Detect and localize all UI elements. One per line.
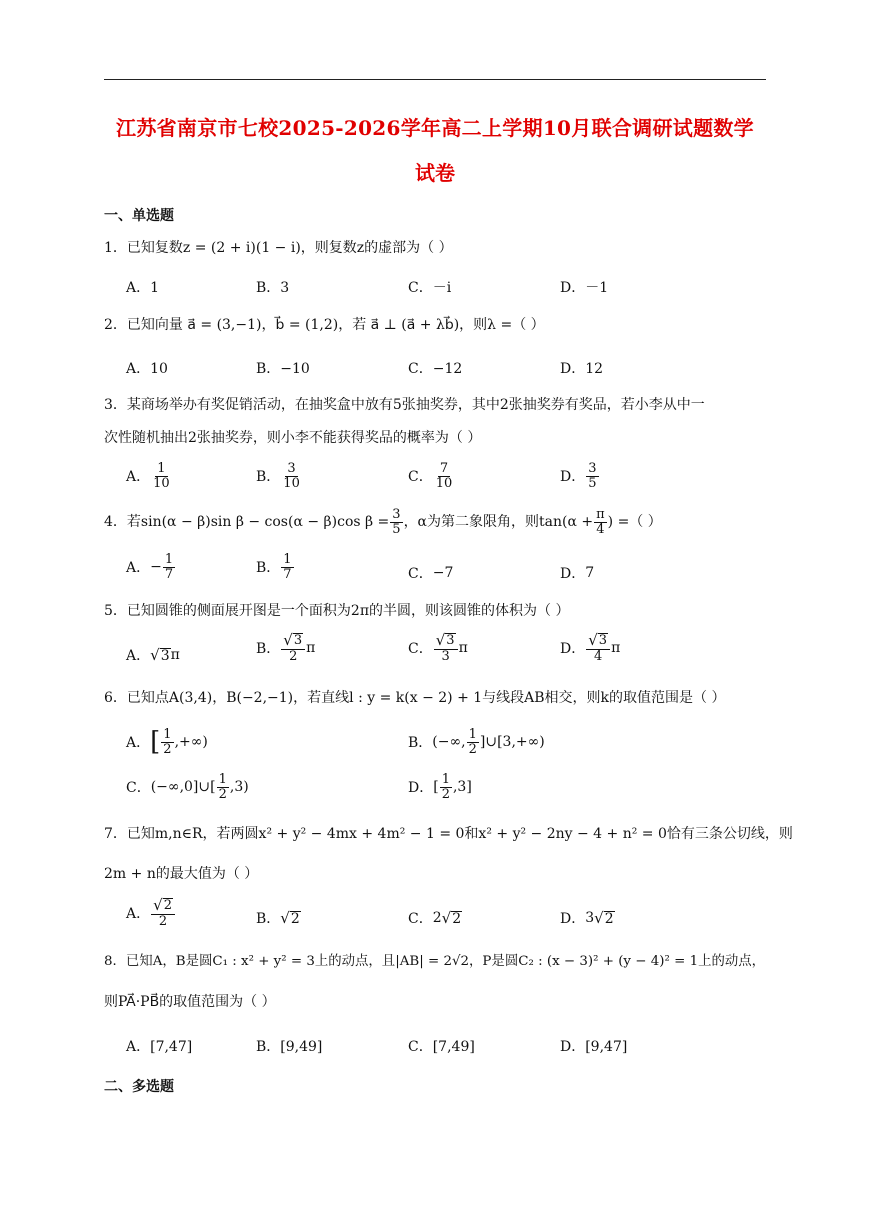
q7-option-a[interactable] <box>126 898 176 928</box>
radicand: 2 <box>163 898 172 914</box>
fraction <box>440 773 452 801</box>
coefficient: 3 <box>585 910 595 926</box>
left-bracket: [ <box>150 727 161 758</box>
numerator: 1 <box>441 772 450 787</box>
denominator: 3 <box>441 648 450 664</box>
q5-option-a[interactable] <box>126 645 180 665</box>
doc-title-line2: 试卷 <box>415 161 455 185</box>
pi-symbol: π <box>306 640 316 657</box>
q5-option-b[interactable] <box>256 633 315 663</box>
q8-option-b[interactable]: B．[9,49] <box>256 1039 323 1055</box>
q8-option-a[interactable]: A．[7,47] <box>126 1039 193 1055</box>
section-single-choice: 一、单选题 <box>104 208 174 224</box>
denominator: 5 <box>588 475 597 491</box>
q1-option-c[interactable]: C．－i <box>408 280 452 296</box>
q7-option-d[interactable] <box>560 908 615 928</box>
option-label: A． <box>126 560 151 577</box>
q7-option-c[interactable] <box>408 908 462 928</box>
denominator: 2 <box>441 786 450 802</box>
question-7-line2: 2m + n的最大值为（ ） <box>104 866 259 882</box>
q2-option-a[interactable]: A．10 <box>126 361 168 377</box>
denominator: 2 <box>218 786 227 802</box>
sqrt: √ 2 <box>280 909 300 927</box>
sqrt: √ 2 <box>441 909 462 927</box>
sqrt: √ 3 <box>150 646 170 664</box>
denominator: 2 <box>289 648 298 664</box>
q4-option-b[interactable] <box>256 553 295 581</box>
q4-text-mid: ，α为第二象限角，则tan(α + <box>403 513 594 530</box>
q5-option-d[interactable] <box>560 633 620 663</box>
denominator: 5 <box>392 521 401 537</box>
radicand: 2 <box>290 910 300 927</box>
fraction <box>281 462 302 490</box>
question-3-line2: 次性随机抽出2张抽奖券，则小李不能获得奖品的概率为（ ） <box>104 430 482 446</box>
radicand: 2 <box>452 910 462 927</box>
q6-option-d[interactable] <box>408 773 472 801</box>
denominator: 10 <box>435 475 453 491</box>
header-rule <box>104 79 766 80</box>
q1-option-a[interactable]: A．1 <box>126 280 160 296</box>
fraction <box>163 553 175 581</box>
q6-option-b[interactable] <box>408 728 545 756</box>
q4-text-pre: 4．若sin(α − β)sin β − cos(α − β)cos β = <box>104 513 390 530</box>
numerator: 1 <box>157 461 166 476</box>
q8-option-d[interactable]: D．[9,47] <box>560 1039 628 1055</box>
denominator: 7 <box>164 566 174 582</box>
q2-option-d[interactable]: D．12 <box>560 361 604 377</box>
pi-symbol: π <box>458 640 468 657</box>
radicand: 2 <box>604 910 614 927</box>
pi-symbol: π <box>611 640 621 657</box>
numerator: 7 <box>439 461 449 476</box>
sqrt: √ 3 <box>588 631 608 649</box>
q1-option-b[interactable]: B．3 <box>256 280 290 296</box>
numerator: 1 <box>163 727 172 742</box>
section-multi-choice: 二、多选题 <box>104 1079 174 1095</box>
fraction <box>434 633 458 663</box>
fraction <box>434 462 455 490</box>
numerator: π <box>596 507 605 522</box>
denominator: 2 <box>158 913 168 929</box>
option-label: D． <box>560 911 586 927</box>
interval-tail: ,3] <box>452 779 472 796</box>
question-5: 5．已知圆锥的侧面展开图是一个面积为2π的半圆，则该圆锥的体积为（ ） <box>104 603 570 619</box>
option-label: A． <box>126 469 151 486</box>
fraction <box>217 773 229 801</box>
interval-head: (−∞, <box>432 734 466 751</box>
q3-option-c[interactable] <box>408 462 455 490</box>
option-label: C． <box>408 566 433 582</box>
option-label: B． <box>256 641 281 658</box>
q3-option-d[interactable] <box>560 462 600 490</box>
q7-option-b[interactable] <box>256 908 301 928</box>
option-label: A． <box>126 735 151 752</box>
pi-symbol: π <box>170 647 180 663</box>
radicand: 3 <box>160 647 170 664</box>
option-label: B． <box>256 469 281 486</box>
sqrt: √ 2 <box>153 896 172 914</box>
q1-option-d[interactable]: D．－1 <box>560 280 609 296</box>
q4-text-post: ) =（ ） <box>607 513 662 530</box>
numerator: 1 <box>218 772 227 787</box>
option-label: C． <box>408 469 433 486</box>
option-label: C． <box>126 780 151 797</box>
fraction <box>151 898 175 928</box>
numerator: 3 <box>392 507 401 522</box>
fraction <box>586 633 610 663</box>
interval-head: [ <box>433 779 439 796</box>
q2-option-b[interactable]: B．−10 <box>256 361 310 377</box>
sqrt: √ 3 <box>435 631 455 649</box>
fraction <box>161 728 173 756</box>
sign: − <box>150 559 162 576</box>
option-label: D． <box>408 780 434 797</box>
denominator: 2 <box>163 741 172 757</box>
option-label: D． <box>560 566 586 582</box>
doc-title-line1: 江苏省南京市七校2025-2026学年高二上学期10月联合调研试题数学 <box>116 116 754 140</box>
option-label: B． <box>256 911 281 927</box>
q6-option-a[interactable] <box>126 728 208 756</box>
option-label: A． <box>126 648 151 664</box>
numerator: 1 <box>468 727 477 742</box>
question-7-line1: 7．已知m,n∈R，若两圆x² + y² − 4mx + 4m² − 1 = 0和x² + y² − 2ny − 4 + n² = 0恰有三条公切线，则 <box>104 826 793 842</box>
question-8-line2: 则PA⃗·PB⃗的取值范围为（ ） <box>104 994 276 1010</box>
q4-option-a[interactable] <box>126 553 176 581</box>
option-value: 7 <box>585 565 595 581</box>
radicand: 3 <box>446 633 455 649</box>
fraction <box>390 508 402 536</box>
interval-tail: ]∪[3,+∞) <box>479 734 545 751</box>
denominator: 2 <box>468 741 477 757</box>
interval-tail: ,+∞) <box>174 734 208 751</box>
interval-head: (−∞,0]∪[ <box>150 779 216 796</box>
radicand: 3 <box>598 633 608 649</box>
question-1: 1．已知复数z = (2 + i)(1 − i)，则复数z的虚部为（ ） <box>104 240 453 256</box>
option-label: B． <box>256 560 281 577</box>
option-label: C． <box>408 911 433 927</box>
option-label: D． <box>560 641 586 658</box>
numerator: 3 <box>588 461 597 476</box>
numerator: 1 <box>283 552 292 567</box>
q6-option-c[interactable] <box>126 773 249 801</box>
interval-tail: ,3) <box>229 779 249 796</box>
question-6: 6．已知点A(3,4)，B(−2,−1)，若直线l : y = k(x − 2) + 1与线段AB相交，则k的取值范围是（ ） <box>104 690 726 706</box>
q3-option-a[interactable] <box>126 462 173 490</box>
q4-option-d[interactable] <box>560 563 594 583</box>
question-8-line1: 8．已知A，B是圆C₁ : x² + y² = 3上的动点，且|AB| = 2√2，P是圆C₂ : (x − 3)² + (y − 4)² = 1上的动点， <box>104 954 766 969</box>
question-2: 2．已知向量 a⃗ = (3,−1)，b⃗ = (1,2)，若 a⃗ ⊥ (a⃗ + λb⃗)，则λ =（ ） <box>104 317 545 333</box>
option-label: D． <box>560 469 586 486</box>
sqrt: √ 2 <box>594 909 614 927</box>
q4-option-c[interactable] <box>408 563 453 583</box>
q2-option-c[interactable]: C．−12 <box>408 361 463 377</box>
q5-option-c[interactable] <box>408 633 468 663</box>
denominator: 4 <box>594 648 603 664</box>
fraction <box>594 508 607 536</box>
sqrt: √ 3 <box>283 631 303 649</box>
fraction <box>281 553 293 581</box>
denominator: 10 <box>153 475 170 491</box>
numerator: 3 <box>287 461 296 476</box>
option-label: A． <box>126 906 151 923</box>
fraction <box>281 633 305 663</box>
q3-option-b[interactable] <box>256 462 303 490</box>
denominator: 10 <box>283 475 300 491</box>
option-value: −7 <box>432 565 454 581</box>
denominator: 7 <box>283 566 292 582</box>
question-4 <box>104 508 784 536</box>
coefficient: 2 <box>432 910 442 926</box>
option-label: B． <box>408 735 433 752</box>
fraction <box>467 728 479 756</box>
question-3-line1: 3．某商场举办有奖促销活动，在抽奖盒中放有5张抽奖券，其中2张抽奖券有奖品，若小李从中一 <box>104 397 705 413</box>
fraction <box>586 462 598 490</box>
denominator: 4 <box>596 521 605 537</box>
radicand: 3 <box>293 633 303 649</box>
q8-option-c[interactable]: C．[7,49] <box>408 1039 475 1055</box>
option-label: C． <box>408 641 433 658</box>
numerator: 1 <box>164 552 174 567</box>
fraction <box>151 462 172 490</box>
